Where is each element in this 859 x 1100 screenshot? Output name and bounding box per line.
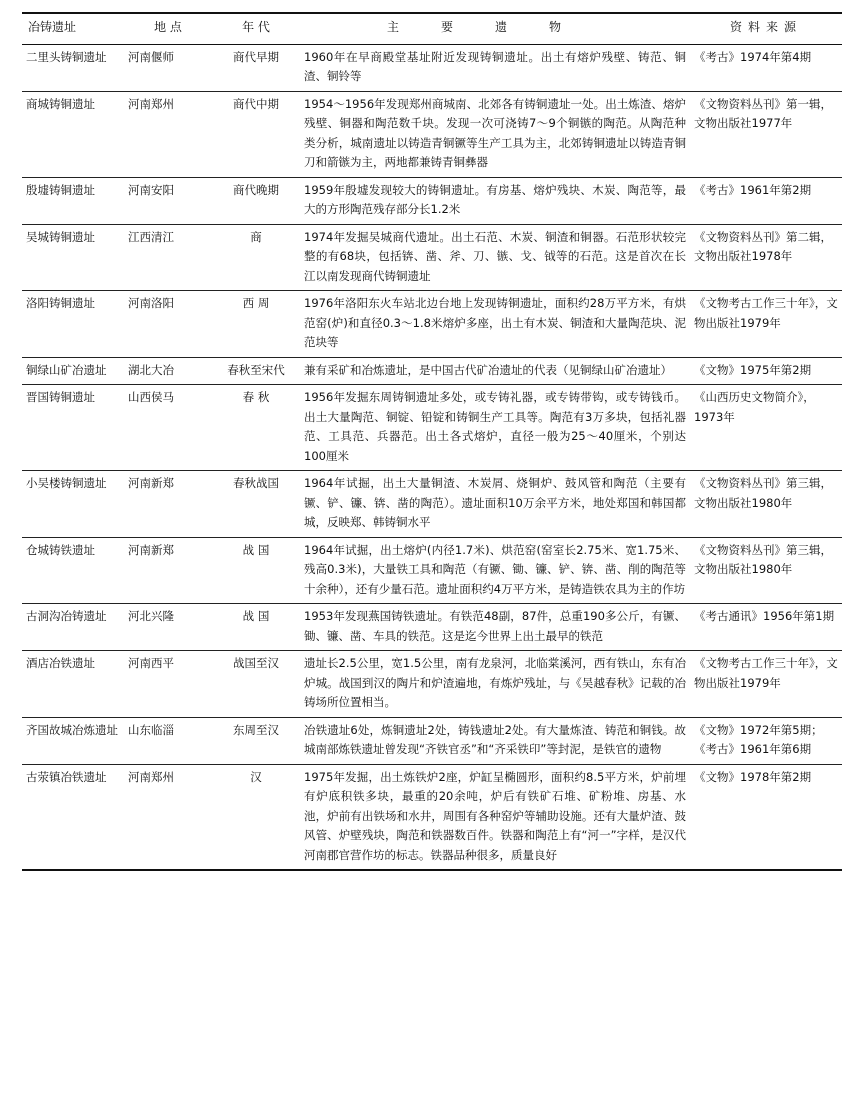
cell-main-relics: 1960年在早商殿堂基址附近发现铸铜遗址。出土有熔炉残壁、铸范、铜渣、铜铃等 [300,44,690,91]
cell-era: 商 [212,224,300,291]
cell-site: 铜绿山矿冶遗址 [22,357,124,385]
table-row [22,764,842,870]
table-row [22,291,842,358]
cell-main-relics: 冶铁遗址6处，炼铜遗址2处，铸钱遗址2处。有大量炼渣、铸范和铜钱。故城南部炼铁遗址曾发现“齐铁官丞”和“齐采铁印”等封泥，是铁官的遗物 [300,717,690,764]
cell-source: 《文物资料丛刊》第三辑，文物出版社1980年 [690,471,842,538]
cell-main-relics: 1953年发现燕国铸铁遗址。有铁范48副，87件，总重190多公斤，有镢、锄、镰、凿、车具的铁范。这是迄今世界上出土最早的铁范 [300,604,690,651]
cell-place: 河南郑州 [124,764,212,870]
table-row [22,651,842,718]
cell-place: 江西清江 [124,224,212,291]
cell-source: 《文物考古工作三十年》，文物出版社1979年 [690,291,842,358]
table-row [22,471,842,538]
cell-era: 商代晚期 [212,177,300,224]
table-row [22,385,842,471]
header-site: 冶铸遗址 [22,13,124,44]
table-header [22,13,842,44]
header-source: 资料来源 [690,13,842,44]
cell-site: 古荥镇冶铁遗址 [22,764,124,870]
table-row [22,44,842,91]
cell-era: 汉 [212,764,300,870]
cell-site: 晋国铸铜遗址 [22,385,124,471]
cell-site: 古洞沟冶铸遗址 [22,604,124,651]
cell-source: 《文物资料丛刊》第二辑，文物出版社1978年 [690,224,842,291]
cell-site: 酒店冶铁遗址 [22,651,124,718]
cell-era: 商代早期 [212,44,300,91]
cell-source: 《文物资料丛刊》第三辑，文物出版社1980年 [690,537,842,604]
cell-site: 殷墟铸铜遗址 [22,177,124,224]
cell-site: 洛阳铸铜遗址 [22,291,124,358]
table-row [22,537,842,604]
cell-era: 战国至汉 [212,651,300,718]
cell-source: 《文物资料丛刊》第一辑，文物出版社1977年 [690,91,842,177]
cell-place: 河南郑州 [124,91,212,177]
cell-place: 河南新郑 [124,537,212,604]
table-row [22,224,842,291]
cell-place: 河北兴隆 [124,604,212,651]
cell-era: 战 国 [212,537,300,604]
cell-main-relics: 兼有采矿和冶炼遗址，是中国古代矿冶遗址的代表（见铜绿山矿冶遗址） [300,357,690,385]
cell-site: 小吴楼铸铜遗址 [22,471,124,538]
table-row [22,177,842,224]
cell-main-relics: 1954～1956年发现郑州商城南、北郊各有铸铜遗址一处。出土炼渣、熔炉残壁、铜器和陶范数千块。发现一次可浇铸7～9个铜镞的陶范。从陶范种类分析，城南遗址以铸造青铜镢等生产工具为主，北郊铸铜遗址以铸造青铜刀和箭镞为主，两地都兼铸青铜彝器 [300,91,690,177]
cell-place: 山东临淄 [124,717,212,764]
cell-source: 《考古》1961年第2期 [690,177,842,224]
header-row [22,13,842,44]
cell-source: 《考古》1974年第4期 [690,44,842,91]
cell-main-relics: 1964年试掘，出土熔炉(内径1.7米)、烘范窑(窑室长2.75米、宽1.75米、残高0.3米)，大量铁工具和陶范（有镢、锄、镰、铲、锛、凿、削的陶范等十余种），还有少量石范。遗址面积约4万平方米，是铸造铁农具为主的作坊 [300,537,690,604]
cell-site: 吴城铸铜遗址 [22,224,124,291]
cell-main-relics: 遗址长2.5公里，宽1.5公里，南有龙泉河，北临棠溪河，西有铁山，东有冶炉城。战国到汉的陶片和炉渣遍地，有炼炉残址，与《吴越春秋》记载的冶铸场所位置相当。 [300,651,690,718]
cell-main-relics: 1964年试掘，出土大量铜渣、木炭屑、烧铜炉、鼓风管和陶范（主要有镢、铲、镰、锛、凿的陶范）。遗址面积10万余平方米，地处郑国和韩国都城，反映郑、韩铸铜水平 [300,471,690,538]
table-row [22,357,842,385]
table-body [22,44,842,870]
cell-era: 战 国 [212,604,300,651]
cell-site: 齐国故城冶炼遗址 [22,717,124,764]
cell-era: 西 周 [212,291,300,358]
cell-main-relics: 1974年发掘吴城商代遗址。出土石范、木炭、铜渣和铜器。石范形状较完整的有68块，包括锛、凿、斧、刀、镞、戈、钺等的石范。这是首次在长江以南发现商代铸铜遗址 [300,224,690,291]
cell-place: 湖北大冶 [124,357,212,385]
cell-place: 山西侯马 [124,385,212,471]
cell-source: 《文物考古工作三十年》，文物出版社1979年 [690,651,842,718]
cell-source: 《山西历史文物简介》，1973年 [690,385,842,471]
cell-site: 仓城铸铁遗址 [22,537,124,604]
cell-main-relics: 1976年洛阳东火车站北边台地上发现铸铜遗址，面积约28万平方米，有烘范窑(炉)和直径0.3～1.8米熔炉多座，出土有木炭、铜渣和大量陶范块、泥范块等 [300,291,690,358]
cell-era: 东周至汉 [212,717,300,764]
cell-place: 河南洛阳 [124,291,212,358]
table-row [22,604,842,651]
cell-era: 商代中期 [212,91,300,177]
table-row [22,91,842,177]
cell-place: 河南偃师 [124,44,212,91]
cell-place: 河南新郑 [124,471,212,538]
cell-main-relics: 1959年殷墟发现较大的铸铜遗址。有房基、熔炉残块、木炭、陶范等，最大的方形陶范残存部分长1.2米 [300,177,690,224]
header-era: 年 代 [212,13,300,44]
cell-source: 《文物》1975年第2期 [690,357,842,385]
header-main-relics: 主要遗物 [300,13,690,44]
cell-era: 春秋战国 [212,471,300,538]
cell-place: 河南西平 [124,651,212,718]
cell-source: 《考古通讯》1956年第1期 [690,604,842,651]
cell-place: 河南安阳 [124,177,212,224]
cell-source: 《文物》1972年第5期；《考古》1961年第6期 [690,717,842,764]
table-row [22,717,842,764]
cell-main-relics: 1956年发掘东周铸铜遗址多处，或专铸礼器，或专铸带钩，或专铸钱币。出土大量陶范、铜锭、铅锭和铸铜生产工具等。陶范有3万多块，包括礼器范、工具范、兵器范。出土各式熔炉，直径一般为25～40厘米，个别达100厘米 [300,385,690,471]
cell-main-relics: 1975年发掘，出土炼铁炉2座，炉缸呈椭圆形，面积约8.5平方米，炉前埋有炉底积铁多块，最重的20余吨，炉后有铁矿石堆、矿粉堆、房基、水池，炉前有出铁场和水井，周围有各种窑炉等辅助设施。还有大量炉渣、鼓风管、炉壁残块，陶范和铁器数百件。铁器和陶范上有“河一”字样，是汉代河南郡官营作坊的标志。铁器品种很多，质量良好 [300,764,690,870]
cell-era: 春秋至宋代 [212,357,300,385]
cell-site: 二里头铸铜遗址 [22,44,124,91]
smelting-sites-table [22,12,842,871]
cell-era: 春 秋 [212,385,300,471]
cell-source: 《文物》1978年第2期 [690,764,842,870]
cell-site: 商城铸铜遗址 [22,91,124,177]
header-place: 地 点 [124,13,212,44]
